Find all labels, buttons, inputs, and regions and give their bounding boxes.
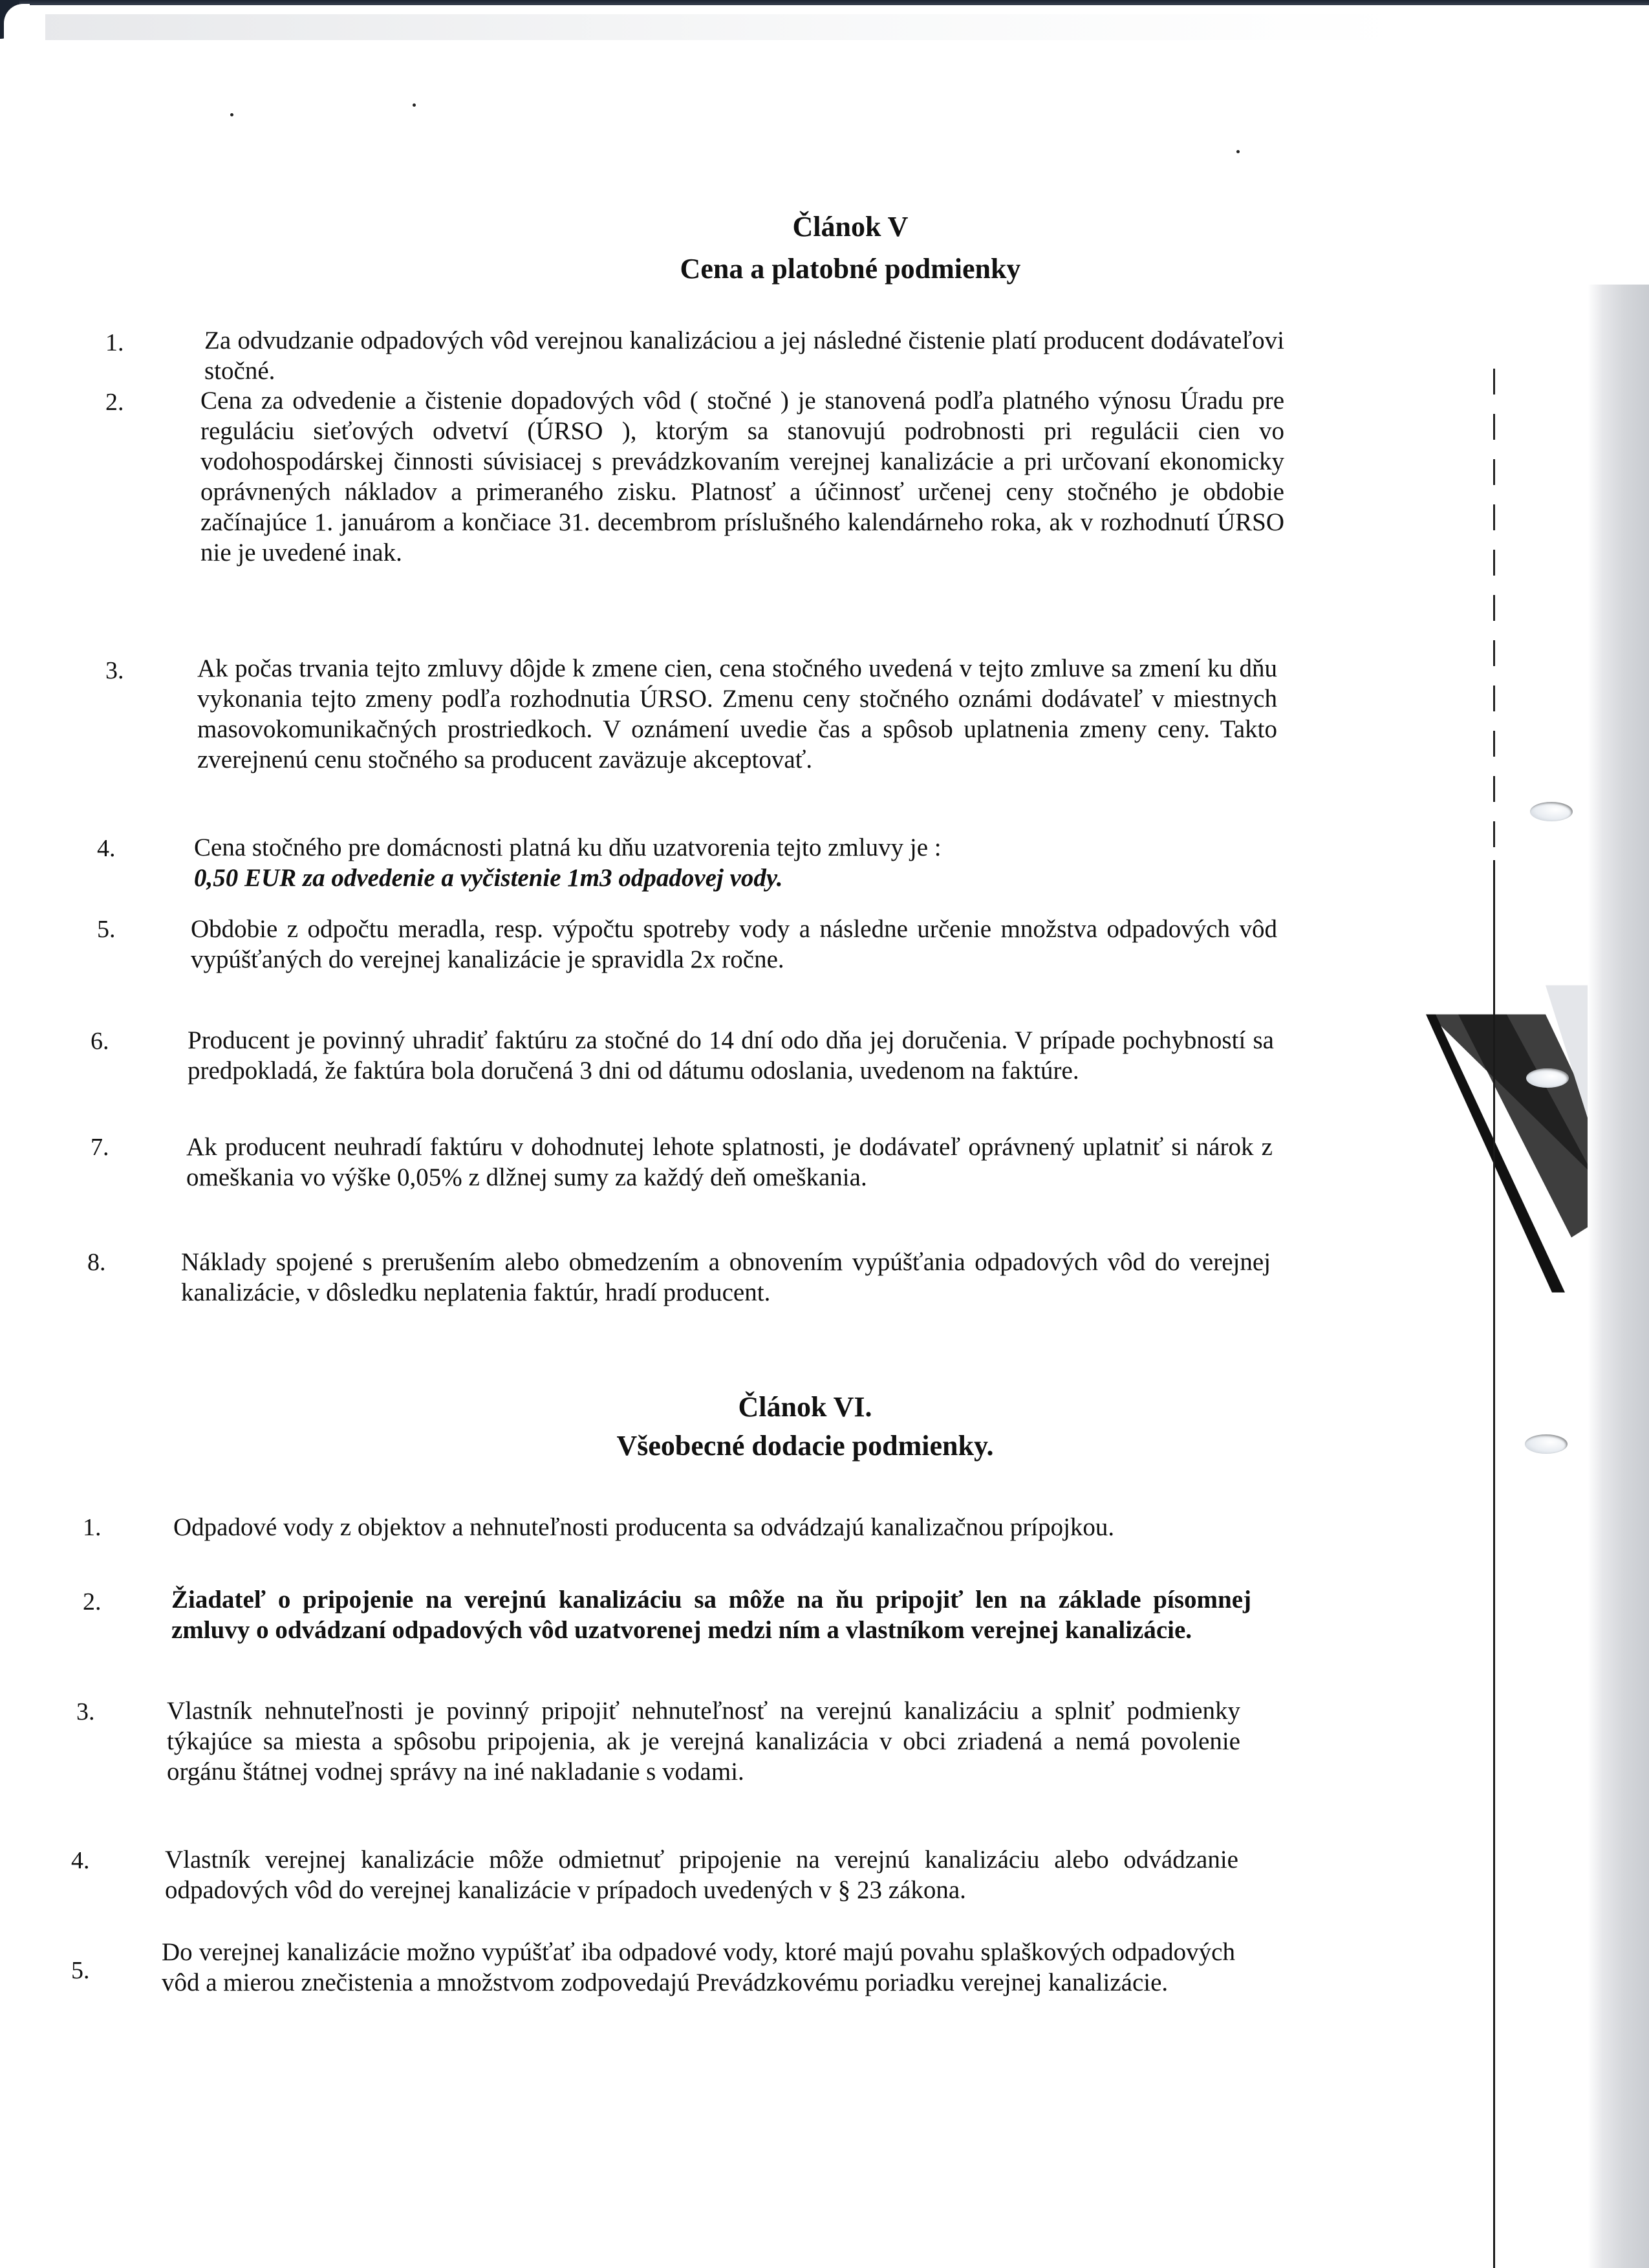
article-5-item-4: [194, 832, 1280, 893]
article-6-number: Článok VI.: [738, 1391, 872, 1423]
article-5-item-3: [197, 653, 1277, 775]
article-5-number: Článok V: [792, 211, 909, 243]
article-5-item-2: [200, 385, 1284, 568]
item-number: 2.: [105, 389, 124, 416]
item-number: 5.: [71, 1957, 90, 1984]
item-text: Obdobie z odpočtu meradla, resp. výpočtu spotreby vody a následne určenie množstva odpadových vôd vypúšťaných do verejnej kanalizácie je spravidla 2x ročne.: [191, 915, 1277, 973]
item-number: 7.: [91, 1134, 109, 1161]
scan-right-edge: [1588, 285, 1649, 2268]
item-number: 1.: [83, 1514, 102, 1541]
article-6-item-4: [165, 1844, 1238, 1905]
margin-line-dashed: [1493, 369, 1495, 860]
item-text: Producent je povinný uhradiť faktúru za stočné do 14 dní odo dňa jej doručenia. V prípade pochybností sa predpokladá, že faktúra bola doručená 3 dni od dátumu odoslania, uvedenom na faktúre.: [188, 1026, 1274, 1085]
scan-shadow: [45, 14, 1403, 40]
item-text: Odpadové vody z objektov a nehnuteľnosti producenta sa odvádzajú kanalizačnou prípojkou.: [173, 1513, 1115, 1541]
scan-speck: [1236, 150, 1240, 153]
item-text: Vlastník verejnej kanalizácie môže odmietnuť pripojenie na verejnú kanalizáciu alebo odvádzanie odpadových vôd do verejnej kanalizácie v prípadoch uvedených v § 23 zákona.: [165, 1846, 1238, 1904]
item-number: 3.: [105, 657, 124, 684]
item-number: 4.: [71, 1847, 90, 1874]
item-text: Vlastník nehnuteľnosti je povinný pripojiť nehnuteľnosť na verejnú kanalizáciu a splniť podmienky týkajúce sa miesta a spôsobu pripojenia, ak je verejná kanalizácia v obci zriadená a nemá povolenie orgánu štátnej vodnej správy na iné nakladanie s vodami.: [167, 1697, 1240, 1786]
article-6-title: Všeobecné dodacie podmienky.: [616, 1430, 994, 1462]
item-number: 1.: [105, 329, 124, 356]
article-5-item-7: [186, 1132, 1273, 1193]
article-5-item-1: [204, 325, 1284, 386]
article-6-item-2: [171, 1584, 1251, 1645]
item-text: Cena za odvedenie a čistenie dopadových vôd ( stočné ) je stanovená podľa platného výnosu Úradu pre reguláciu sieťových odvetví (ÚRSO ), ktorým sa stanovujú podrobnosti pri regulácii cien vo vodohospodárskej činnosti súvisiacej s prevádzkovaním verejnej kanalizácie a pri určovaní ekonomicky oprávnených nákladov a primeraného zisku. Platnosť a účinnosť určenej ceny stočného je obdobie začínajúce 1. januárom a končiace 31. decembrom príslušného kalendárneho roka, ak v rozhodnutí ÚRSO nie je uvedené inak.: [200, 387, 1284, 567]
punch-hole: [1526, 1068, 1569, 1088]
item-text: Ak počas trvania tejto zmluvy dôjde k zmene cien, cena stočného uvedená v tejto zmluve sa zmení ku dňu vykonania tejto zmeny podľa rozhodnutia ÚRSO. Zmenu ceny stočného oznámi dodávateľ v miestnych masovokomunikačných prostriedkoch. V oznámení uvedie čas a spôsob uplatnenia zmeny ceny. Takto zverejnenú cenu stočného sa producent zaväzuje akceptovať.: [197, 654, 1277, 773]
item-text: Náklady spojené s prerušením alebo obmedzením a obnovením vypúšťania odpadových vôd do verejnej kanalizácie, v dôsledku neplatenia faktúr, hradí producent.: [181, 1248, 1271, 1306]
item-number: 5.: [97, 916, 116, 943]
item-text: Cena stočného pre domácnosti platná ku dňu uzatvorenia tejto zmluvy je :: [194, 834, 942, 861]
article-5-item-6: [188, 1025, 1274, 1086]
item-number: 3.: [76, 1698, 95, 1725]
item-text: Žiadateľ o pripojenie na verejnú kanalizáciu sa môže na ňu pripojiť len na základe písomnej zmluvy o odvádzaní odpadových vôd uzatvorenej medzi ním a vlastníkom verejnej kanalizácie.: [171, 1586, 1251, 1644]
scan-speck: [413, 103, 416, 107]
article-5-item-5: [191, 914, 1277, 975]
item-number: 4.: [97, 835, 116, 862]
article-5-title: Cena a platobné podmienky: [680, 253, 1021, 285]
article-6-item-5: [162, 1937, 1235, 1998]
item-text: Ak producent neuhradí faktúru v dohodnutej lehote splatnosti, je dodávateľ oprávnený uplatniť si nárok z omeškania vo výške 0,05% z dlžnej sumy za každý deň omeškania.: [186, 1133, 1273, 1191]
margin-line: [1493, 860, 1495, 2268]
item-number: 6.: [91, 1028, 109, 1055]
article-6-item-1: [173, 1512, 1253, 1542]
price-value: 0,50 EUR za odvedenie a vyčistenie 1m3 odpadovej vody.: [194, 864, 783, 892]
article-5-item-8: [181, 1247, 1271, 1308]
scan-speck: [230, 113, 233, 116]
item-text: Za odvudzanie odpadových vôd verejnou kanalizáciou a jej následné čistenie platí producent dodávateľovi stočné.: [204, 327, 1284, 385]
scan-top-border: [0, 0, 1649, 5]
item-number: 2.: [83, 1588, 102, 1615]
scan-corner: [0, 0, 19, 39]
item-text: Do verejnej kanalizácie možno vypúšťať iba odpadové vody, ktoré majú povahu splaškových odpadových vôd a mierou znečistenia a množstvom zodpovedajú Prevádzkovému poriadku verejnej kanalizácie.: [162, 1938, 1235, 1996]
punch-hole: [1530, 802, 1573, 821]
item-number: 8.: [87, 1249, 106, 1276]
article-6-item-3: [167, 1696, 1240, 1787]
